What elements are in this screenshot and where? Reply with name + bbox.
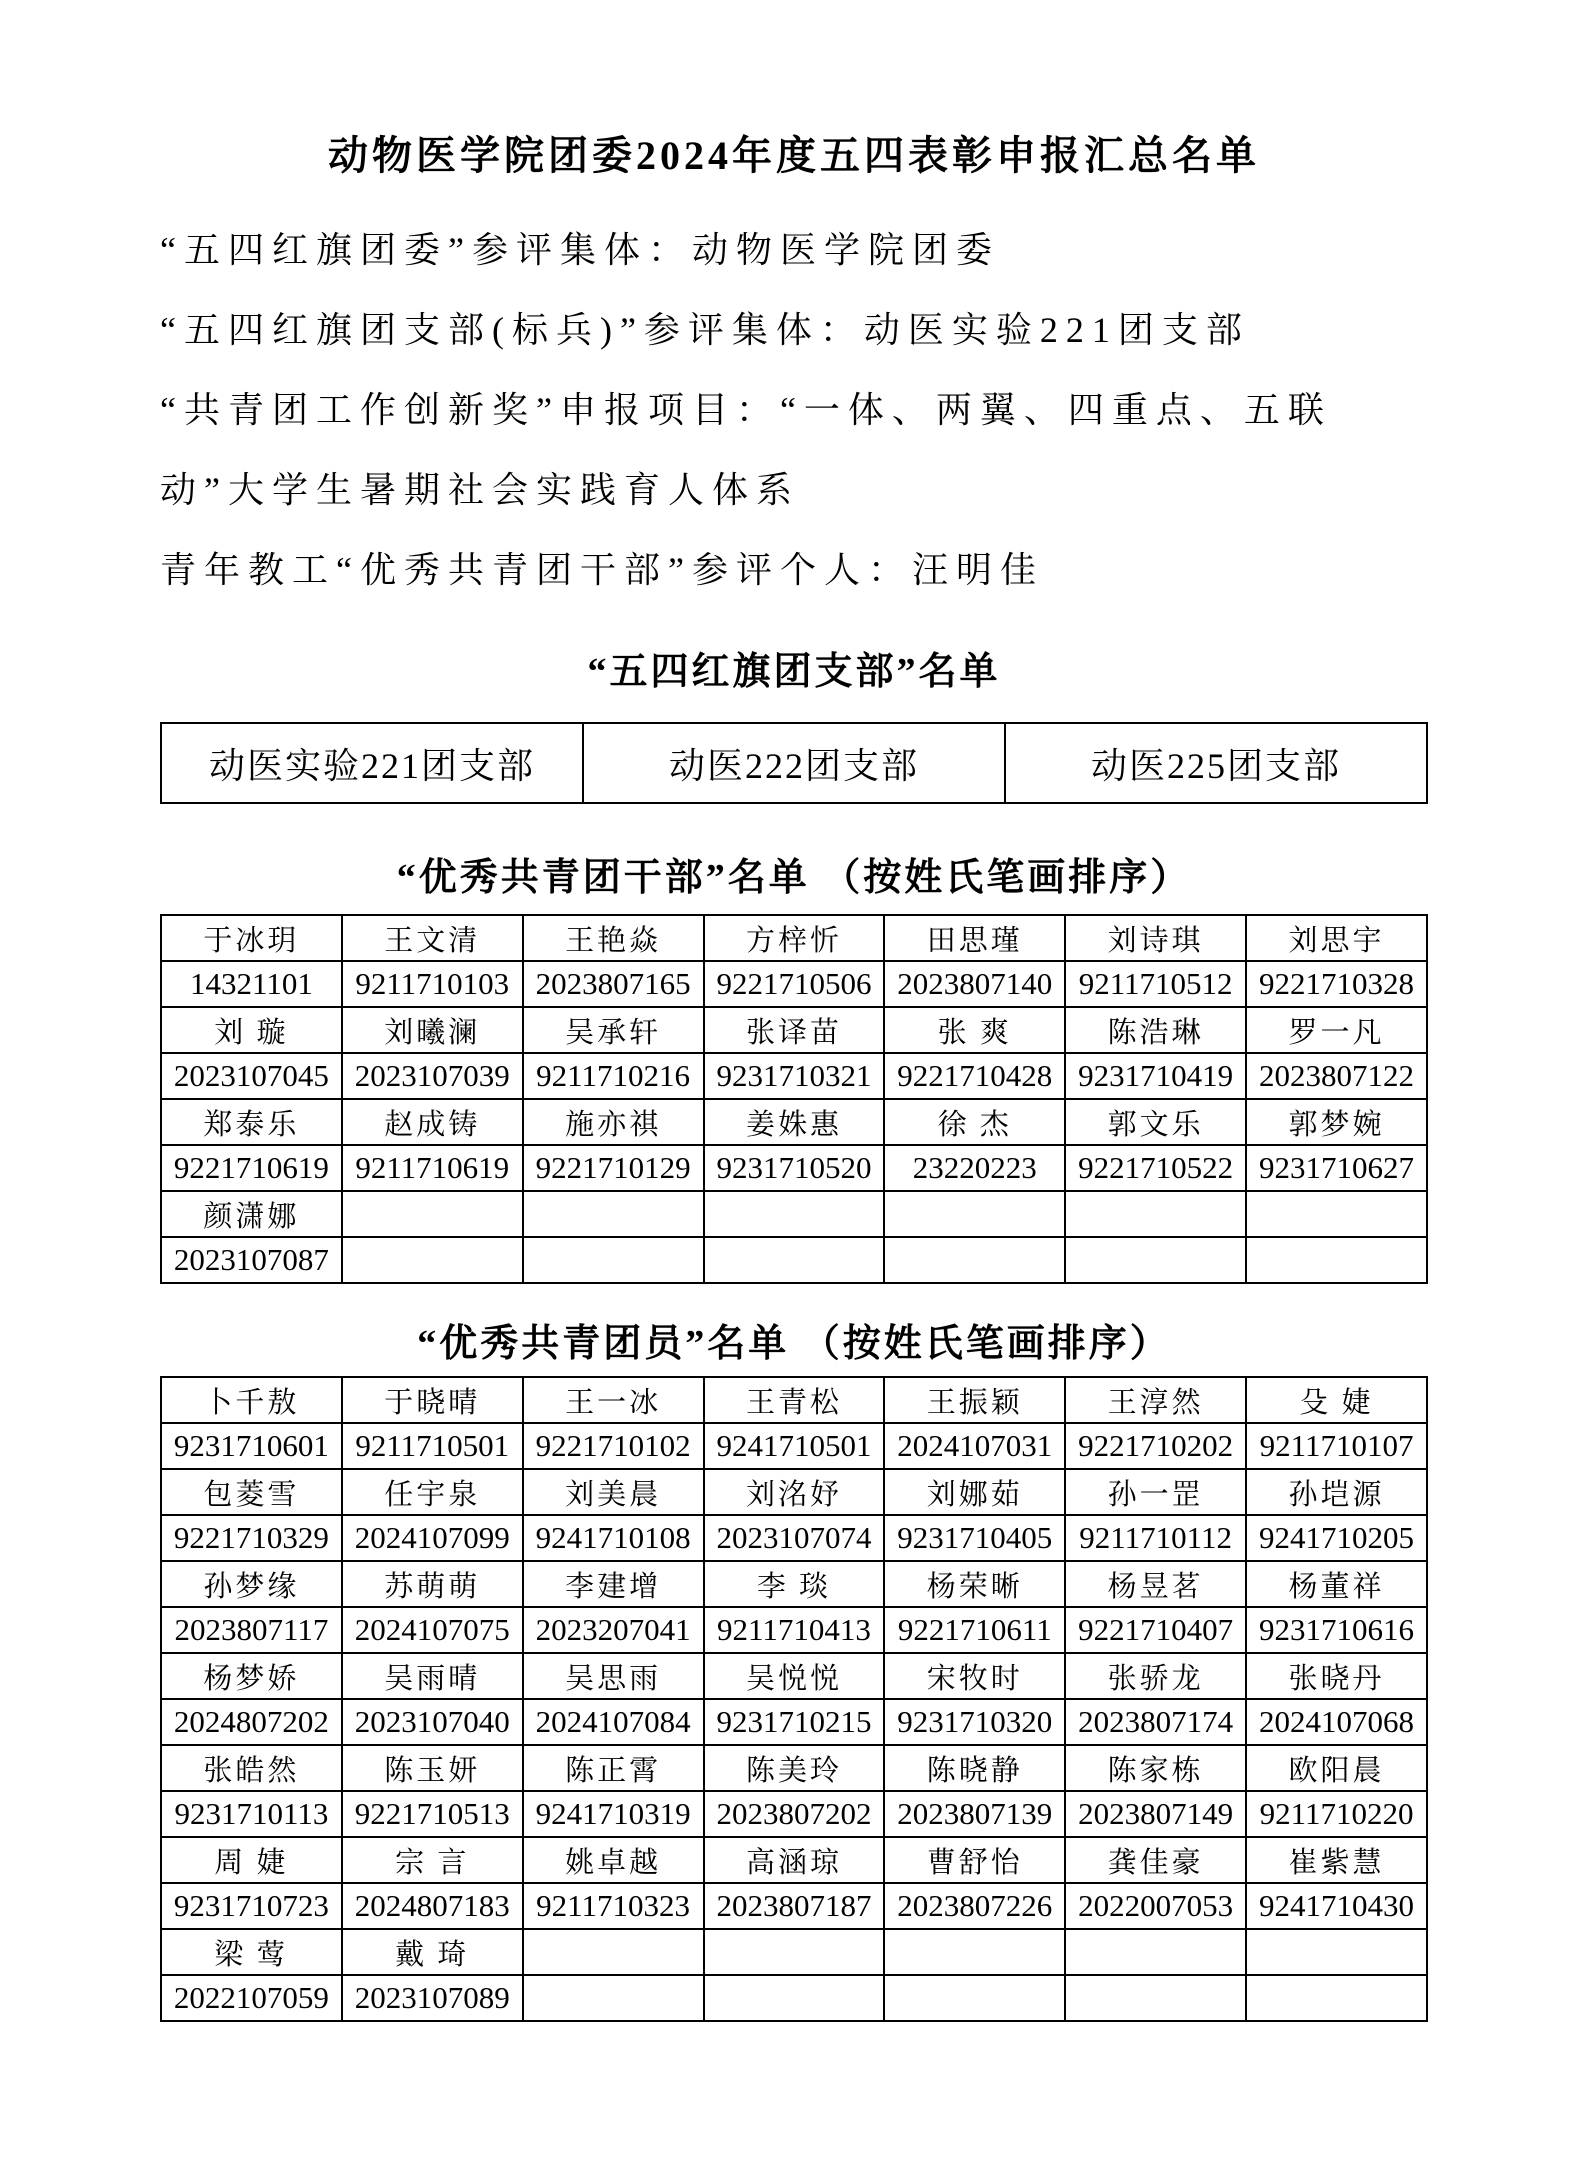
table-cell: 9221710407: [1065, 1607, 1246, 1653]
table-cell: 9231710405: [884, 1515, 1065, 1561]
table-cell: 郭梦婉: [1246, 1099, 1427, 1145]
table-cell: [1246, 1975, 1427, 2021]
table-cell: 殳 婕: [1246, 1377, 1427, 1423]
table-cell: 动医225团支部: [1005, 723, 1427, 803]
table-cell: 2023107039: [342, 1053, 523, 1099]
table-cell: 陈玉妍: [342, 1745, 523, 1791]
table-cell: 孙垲源: [1246, 1469, 1427, 1515]
table-cell: 9211710107: [1246, 1423, 1427, 1469]
table-cell: 曹舒怡: [884, 1837, 1065, 1883]
table-cell: 陈浩琳: [1065, 1007, 1246, 1053]
table-cell: 2024107068: [1246, 1699, 1427, 1745]
table-cell: 王文清: [342, 915, 523, 961]
table-cell: 刘思宇: [1246, 915, 1427, 961]
table-cell: 9241710319: [523, 1791, 704, 1837]
table-cell: [704, 1237, 885, 1283]
table-cell: [1065, 1929, 1246, 1975]
section-heading-outstanding-cadres: “优秀共青团干部”名单 （按姓氏笔画排序）: [396, 857, 1192, 899]
table-cell: 9231710520: [704, 1145, 885, 1191]
table-cell: 23220223: [884, 1145, 1065, 1191]
paragraph-red-flag-committee: “五四红旗团委”参评集体：动物医学院团委: [160, 230, 1000, 270]
table-cell: 9221710611: [884, 1607, 1065, 1653]
table-cell: 14321101: [161, 961, 342, 1007]
table-cell: 刘诗琪: [1065, 915, 1246, 961]
table-cell: 刘美晨: [523, 1469, 704, 1515]
table-cell: 施亦祺: [523, 1099, 704, 1145]
page-title: 动物医学院团委2024年度五四表彰申报汇总名单: [328, 133, 1260, 178]
table-cell: 吴承轩: [523, 1007, 704, 1053]
table-cell: 张皓然: [161, 1745, 342, 1791]
table-row: [161, 1561, 1427, 1607]
table-cell: [1246, 1929, 1427, 1975]
table-cell: [1065, 1191, 1246, 1237]
table-cell: 郑泰乐: [161, 1099, 342, 1145]
table-cell: [704, 1975, 885, 2021]
table-cell: 2024107075: [342, 1607, 523, 1653]
table-cell: 包菱雪: [161, 1469, 342, 1515]
paragraph-young-staff-cadre: 青年教工“优秀共青团干部”参评个人：汪明佳: [160, 550, 1044, 590]
table-cell: 9231710215: [704, 1699, 885, 1745]
table-cell: [523, 1191, 704, 1237]
table-cell: [523, 1237, 704, 1283]
table-cell: 张译苗: [704, 1007, 885, 1053]
table-cell: 周 婕: [161, 1837, 342, 1883]
table-outstanding-cadres: [160, 914, 1428, 1284]
table-row: [161, 1515, 1427, 1561]
table-cell: 任宇泉: [342, 1469, 523, 1515]
table-cell: 2022007053: [1065, 1883, 1246, 1929]
table-cell: 2024107099: [342, 1515, 523, 1561]
table-cell: 9231710320: [884, 1699, 1065, 1745]
table-row: [161, 915, 1427, 961]
table-cell: 吴雨晴: [342, 1653, 523, 1699]
table-cell: 动医222团支部: [583, 723, 1005, 803]
table-cell: [704, 1191, 885, 1237]
table-row: [161, 961, 1427, 1007]
table-cell: 梁 莺: [161, 1929, 342, 1975]
table-cell: 9211710501: [342, 1423, 523, 1469]
table-cell: 2023107089: [342, 1975, 523, 2021]
table-cell: [523, 1929, 704, 1975]
table-cell: 张 爽: [884, 1007, 1065, 1053]
table-cell: 李 琰: [704, 1561, 885, 1607]
table-cell: 陈家栋: [1065, 1745, 1246, 1791]
table-cell: [704, 1929, 885, 1975]
table-cell: 9211710512: [1065, 961, 1246, 1007]
table-cell: 高涵琼: [704, 1837, 885, 1883]
table-cell: 杨董祥: [1246, 1561, 1427, 1607]
table-red-flag-branches: [160, 722, 1428, 804]
table-cell: 2023807139: [884, 1791, 1065, 1837]
table-cell: [523, 1975, 704, 2021]
table-row: [161, 1883, 1427, 1929]
table-cell: 2023107087: [161, 1237, 342, 1283]
table-row: [161, 1191, 1427, 1237]
table-cell: 苏萌萌: [342, 1561, 523, 1607]
table-row: [161, 1377, 1427, 1423]
table-cell: [884, 1191, 1065, 1237]
table-row: [161, 1699, 1427, 1745]
table-cell: 龚佳豪: [1065, 1837, 1246, 1883]
table-cell: 徐 杰: [884, 1099, 1065, 1145]
table-cell: 9231710321: [704, 1053, 885, 1099]
section-heading-outstanding-members: “优秀共青团员”名单 （按姓氏笔画排序）: [417, 1323, 1171, 1365]
table-outstanding-members: [160, 1376, 1428, 2022]
table-cell: 2023807117: [161, 1607, 342, 1653]
table-cell: 赵成铸: [342, 1099, 523, 1145]
table-row: [161, 1975, 1427, 2021]
table-row: [161, 1423, 1427, 1469]
table-cell: 王一冰: [523, 1377, 704, 1423]
table-row: [161, 1745, 1427, 1791]
table-cell: 2023807226: [884, 1883, 1065, 1929]
table-row: [161, 1099, 1427, 1145]
table-cell: 孙梦缘: [161, 1561, 342, 1607]
table-cell: 于冰玥: [161, 915, 342, 961]
table-cell: 2023807187: [704, 1883, 885, 1929]
table-row: [161, 1237, 1427, 1283]
table-row: [161, 1007, 1427, 1053]
table-cell: 王振颖: [884, 1377, 1065, 1423]
table-cell: 2023807165: [523, 961, 704, 1007]
table-cell: 9221710328: [1246, 961, 1427, 1007]
table-cell: 戴 琦: [342, 1929, 523, 1975]
table-cell: 崔紫慧: [1246, 1837, 1427, 1883]
table-cell: 9221710522: [1065, 1145, 1246, 1191]
table-cell: 欧阳晨: [1246, 1745, 1427, 1791]
table-cell: 9241710501: [704, 1423, 885, 1469]
table-cell: 刘曦澜: [342, 1007, 523, 1053]
table-cell: 9231710627: [1246, 1145, 1427, 1191]
table-row: [161, 1929, 1427, 1975]
table-cell: [342, 1237, 523, 1283]
table-cell: 9221710619: [161, 1145, 342, 1191]
table-cell: 陈美玲: [704, 1745, 885, 1791]
table-cell: 动医实验221团支部: [161, 723, 583, 803]
table-cell: [884, 1929, 1065, 1975]
table-cell: 9221710329: [161, 1515, 342, 1561]
table-cell: 9231710113: [161, 1791, 342, 1837]
table-cell: 张晓丹: [1246, 1653, 1427, 1699]
table-cell: 2023107040: [342, 1699, 523, 1745]
table-cell: 杨梦娇: [161, 1653, 342, 1699]
table-cell: 9221710102: [523, 1423, 704, 1469]
table-cell: 吴悦悦: [704, 1653, 885, 1699]
paragraph-red-flag-branch-model: “五四红旗团支部(标兵)”参评集体：动医实验221团支部: [160, 310, 1250, 350]
table-row: [161, 1469, 1427, 1515]
table-cell: 宗 言: [342, 1837, 523, 1883]
table-cell: 2024107084: [523, 1699, 704, 1745]
table-cell: [342, 1191, 523, 1237]
table-cell: 陈晓静: [884, 1745, 1065, 1791]
table-cell: 9211710103: [342, 961, 523, 1007]
table-cell: 9241710108: [523, 1515, 704, 1561]
table-row: [161, 1145, 1427, 1191]
table-cell: 刘 璇: [161, 1007, 342, 1053]
table-row: [161, 1053, 1427, 1099]
table-cell: [1246, 1237, 1427, 1283]
table-cell: 方梓忻: [704, 915, 885, 961]
table-cell: 罗一凡: [1246, 1007, 1427, 1053]
table-cell: 9231710419: [1065, 1053, 1246, 1099]
table-cell: [1065, 1975, 1246, 2021]
table-cell: 9241710205: [1246, 1515, 1427, 1561]
table-row: [161, 723, 1427, 803]
table-cell: 王淳然: [1065, 1377, 1246, 1423]
table-cell: 2024107031: [884, 1423, 1065, 1469]
table-cell: 9221710513: [342, 1791, 523, 1837]
table-cell: 宋牧时: [884, 1653, 1065, 1699]
table-cell: 2023107045: [161, 1053, 342, 1099]
table-cell: 2023807140: [884, 961, 1065, 1007]
table-cell: 陈正霄: [523, 1745, 704, 1791]
table-cell: 郭文乐: [1065, 1099, 1246, 1145]
table-cell: 张骄龙: [1065, 1653, 1246, 1699]
table-cell: [1065, 1237, 1246, 1283]
table-cell: 王艳焱: [523, 915, 704, 961]
table-cell: 颜潇娜: [161, 1191, 342, 1237]
table-cell: [884, 1975, 1065, 2021]
table-cell: 9211710413: [704, 1607, 885, 1653]
table-cell: 2023207041: [523, 1607, 704, 1653]
table-cell: 9211710619: [342, 1145, 523, 1191]
table-cell: 刘洺妤: [704, 1469, 885, 1515]
table-cell: 9211710323: [523, 1883, 704, 1929]
table-cell: 田思瑾: [884, 915, 1065, 961]
table-cell: 2023807202: [704, 1791, 885, 1837]
table-cell: 卜千敖: [161, 1377, 342, 1423]
table-cell: 姜姝惠: [704, 1099, 885, 1145]
table-cell: 杨荣晰: [884, 1561, 1065, 1607]
table-cell: 王青松: [704, 1377, 885, 1423]
table-row: [161, 1837, 1427, 1883]
table-cell: [1246, 1191, 1427, 1237]
table-cell: 9231710616: [1246, 1607, 1427, 1653]
table-cell: 李建增: [523, 1561, 704, 1607]
table-cell: 9221710202: [1065, 1423, 1246, 1469]
table-row: [161, 1653, 1427, 1699]
table-cell: 9211710216: [523, 1053, 704, 1099]
paragraph-innovation-award: “共青团工作创新奖”申报项目：“一体、两翼、四重点、五联动”大学生暑期社会实践育人体系: [160, 390, 1332, 510]
table-cell: 于晓晴: [342, 1377, 523, 1423]
table-cell: 2024807202: [161, 1699, 342, 1745]
table-cell: 2024807183: [342, 1883, 523, 1929]
table-row: [161, 1791, 1427, 1837]
table-cell: 杨昱茗: [1065, 1561, 1246, 1607]
table-cell: 9231710601: [161, 1423, 342, 1469]
table-cell: 孙一罡: [1065, 1469, 1246, 1515]
table-cell: 刘娜茹: [884, 1469, 1065, 1515]
table-cell: 9221710428: [884, 1053, 1065, 1099]
table-cell: 9221710506: [704, 961, 885, 1007]
table-cell: 姚卓越: [523, 1837, 704, 1883]
table-cell: [884, 1237, 1065, 1283]
section-heading-red-flag-branches: “五四红旗团支部”名单: [587, 651, 1001, 693]
table-cell: 2023807174: [1065, 1699, 1246, 1745]
table-cell: 9221710129: [523, 1145, 704, 1191]
table-cell: 2023107074: [704, 1515, 885, 1561]
table-cell: 9211710112: [1065, 1515, 1246, 1561]
table-cell: 2022107059: [161, 1975, 342, 2021]
table-cell: 9231710723: [161, 1883, 342, 1929]
table-cell: 9241710430: [1246, 1883, 1427, 1929]
table-row: [161, 1607, 1427, 1653]
table-cell: 吴思雨: [523, 1653, 704, 1699]
table-cell: 2023807149: [1065, 1791, 1246, 1837]
table-cell: 9211710220: [1246, 1791, 1427, 1837]
table-cell: 2023807122: [1246, 1053, 1427, 1099]
